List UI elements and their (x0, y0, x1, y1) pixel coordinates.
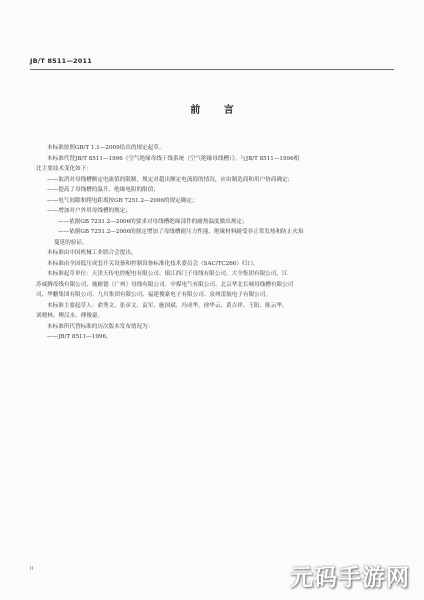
site-watermark: 元码手游网 (290, 565, 410, 591)
page-title: 前 言 (190, 105, 244, 116)
foreword-line: 蔓延的验证。 (54, 239, 88, 246)
foreword-line: 苏威腾母线有限公司、施耐德（广州）母线有限公司、中煤电气有限公司、北京华北长城母线槽有限公司 (36, 281, 294, 288)
foreword-line: 司、华鹏集团有限公司、九川集团有限公司、福建俊豪电子有限公司、泉州雷航电子有限公司。 (36, 292, 271, 298)
foreword-line: 本标准由中国机械工业联合会提出。 (47, 250, 137, 256)
foreword-line: 本标准按照GB/T 1.1—2009给出的规定起草。 (47, 145, 165, 151)
foreword-line: 本标准代替JB/T 8511—1996《空气绝缘母线干线系统（空气绝缘母线槽）》。与JB/T 8511—1996相 (47, 155, 300, 162)
foreword-line: 本标准由全国低压成套开关设备和控制设备标准化技术委员会（SAC/TC266）归口。 (47, 260, 259, 267)
foreword-line: ——电气间隙和爬电距离按GB 7251.2—2006的规定确定； (47, 197, 198, 204)
foreword-line: ——取消对母线槽额定电流值的限制，规定对超出额定电流值的情况，应由制造商和用户协商确定； (47, 176, 294, 183)
foreword-line: 本标准起草单位：天津天传电控配电有限公司、镇江西门子母线有限公司、大全集团有限公司、江 (47, 271, 288, 277)
page-number: II (30, 566, 33, 572)
standard-number-header: JB/T 8511—2011 (30, 57, 92, 65)
foreword-line: 本标准主要起草人：俞秀文、张彦文、袁军、施国斌、冯成华、徐华云、黄吉祥、王阳、陈云华、 (47, 302, 288, 309)
foreword-line: 比主要技术变化如下： (36, 166, 92, 172)
foreword-line: ——依据GB 7251.2—2006的规定增加了母线槽耐压力性能、绝缘材料耐受非正常发热和防止火焰 (58, 229, 304, 235)
header-rule (30, 69, 394, 70)
foreword-line: ——增加对户外用母线槽的规定； (47, 208, 131, 214)
foreword-line: ——依据GB 7251.2—2006的要求对母线槽绝缘部件的耐热温度做出规定； (58, 218, 248, 225)
foreword-body (36, 143, 388, 343)
foreword-line: 刘晓林、傅汉水、傅俊豪。 (36, 313, 104, 319)
foreword-line: ——提高了母线槽的温升、绝缘电阻的限值； (47, 187, 159, 193)
foreword-line: 本标准所代替标准的历次版本发布情况为： (47, 323, 154, 330)
foreword-line: ——JB/T 8511—1996。 (47, 334, 112, 340)
